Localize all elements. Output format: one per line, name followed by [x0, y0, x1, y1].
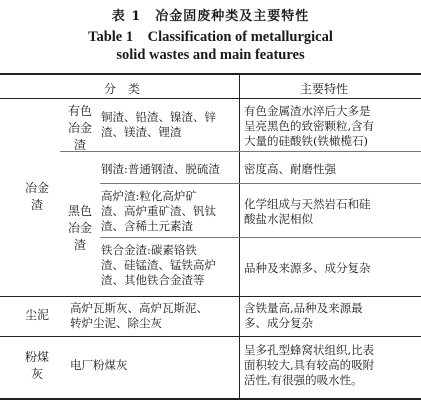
steel-slag-types: 钢渣:普通钢渣、脱硫渣: [101, 162, 220, 176]
subcategory-nonferrous: 有色 冶金 渣: [67, 104, 92, 152]
table-title-en-line1: Table 1 Classification of metallurgical: [88, 29, 333, 45]
bottom-rule: [0, 398, 421, 400]
subcategory-ferrous: 黑色 冶金 渣: [67, 204, 92, 252]
category-fly-ash: 粉煤 灰: [24, 350, 49, 381]
dust-sludge-types: 高炉瓦斯灰、高炉瓦斯泥、 转炉尘泥、除尘灰: [70, 301, 208, 330]
nonferrous-types: 铜渣、铅渣、镍渣、锌 渣、镁渣、锂渣: [101, 110, 216, 139]
table-title-cn: 表 1 冶金固废种类及主要特性: [111, 9, 310, 24]
ferroalloy-slag-feature: 品种及来源多、成分复杂: [244, 261, 371, 275]
header-rule: [0, 98, 421, 99]
fly-ash-types: 电厂粉煤灰: [70, 358, 128, 372]
ferroalloy-slag-types: 铁合金渣:碳素铬铁 渣、硅锰渣、锰铁高炉 渣、其他铁合金渣等: [101, 243, 216, 287]
fly-ash-feature: 呈多孔型蜂窝状组织,比表 面积较大,具有较高的吸附 活性,有很强的吸水性。: [244, 343, 375, 387]
row-divider-slag: [0, 296, 421, 297]
bf-slag-types: 高炉渣:粒化高炉矿 渣、高炉重矿渣、钒钛 渣、含稀土元素渣: [101, 189, 216, 233]
category-dust-sludge: 尘泥: [24, 308, 49, 322]
table-title-en-line2: solid wastes and main features: [116, 47, 305, 63]
dust-sludge-feature: 含铁量高,品种及来源最 多、成分复杂: [244, 301, 363, 330]
header-classification: 分 类: [104, 82, 141, 96]
bf-slag-feature: 化学组成与天然岩石和硅 酸盐水泥相似: [244, 197, 371, 226]
header-features: 主要特性: [300, 82, 349, 96]
divider-nonferrous: [60, 151, 421, 152]
column-divider: [239, 73, 240, 398]
divider-bf-slag: [100, 237, 421, 238]
row-divider-dust: [0, 336, 421, 337]
divider-steel-slag: [100, 183, 421, 184]
steel-slag-feature: 密度高、耐磨性强: [244, 162, 336, 176]
top-rule: [0, 73, 421, 75]
nonferrous-feature: 有色金属渣水淬后大多是 呈亮黑色的致密颗粒,含有 大量的硅酸铁(铁橄榄石): [244, 104, 375, 148]
category-smelting-slag: 冶金 渣: [24, 181, 49, 212]
